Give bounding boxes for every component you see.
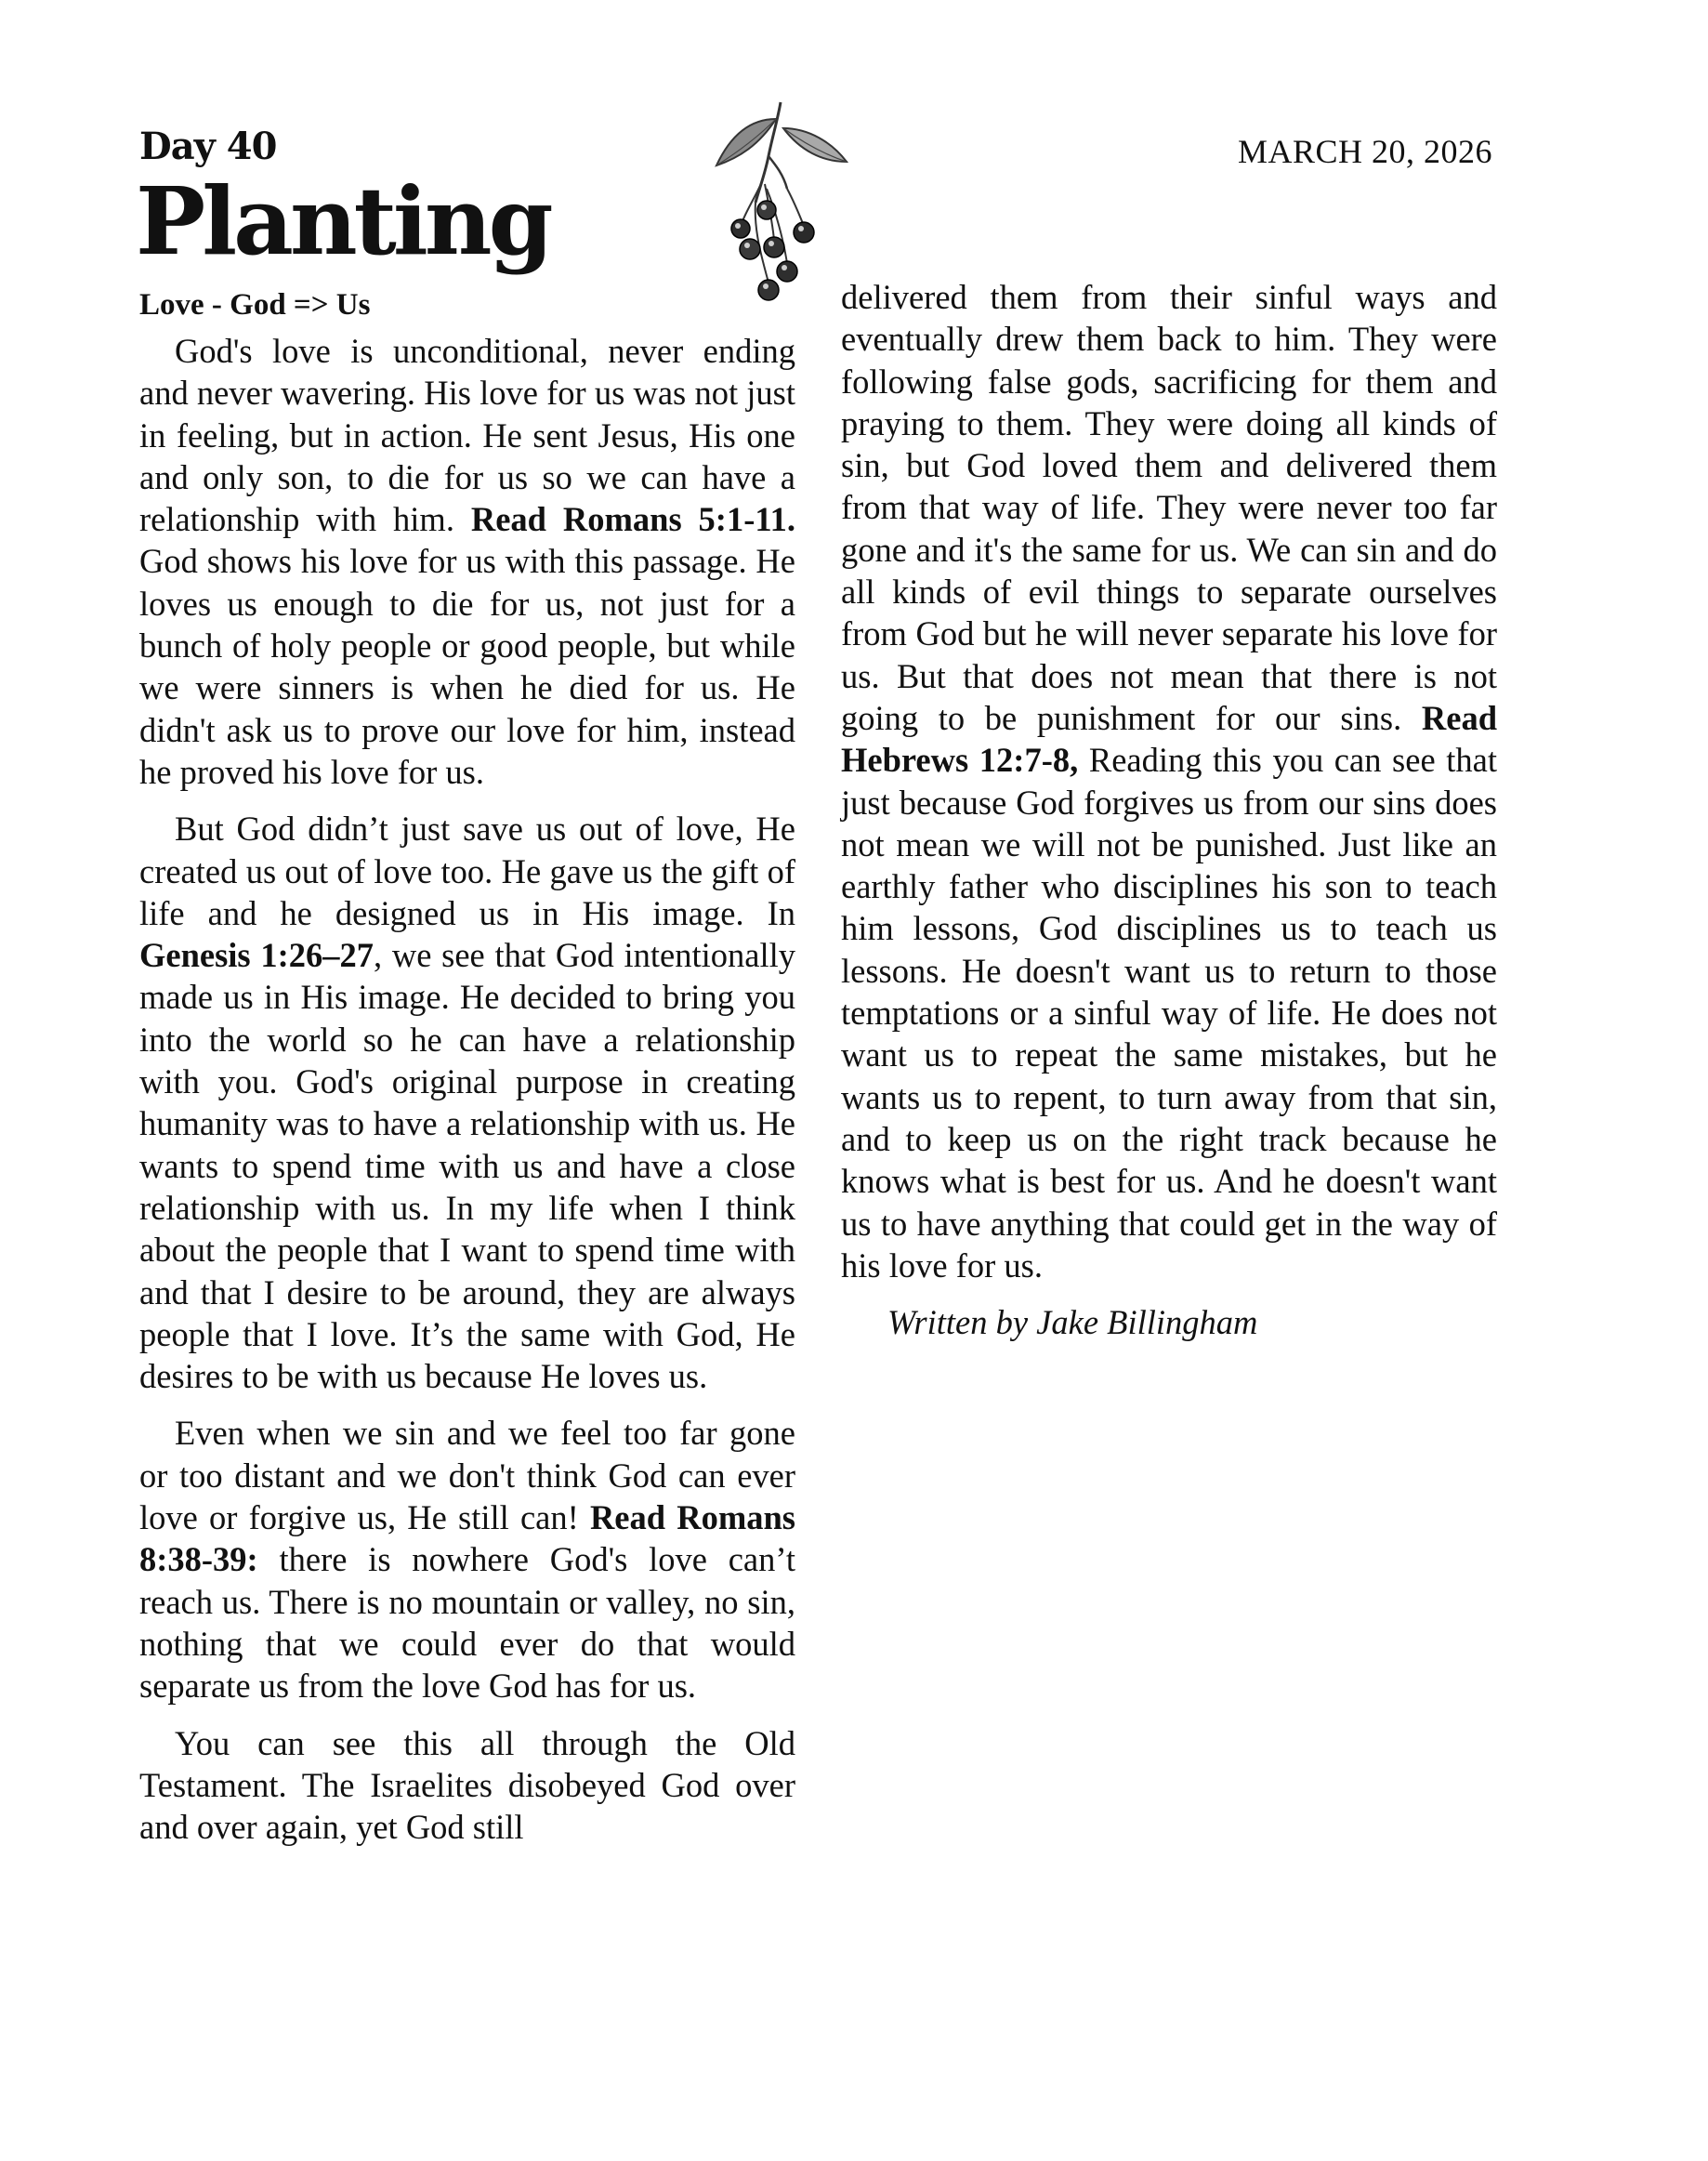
author-byline: Written by Jake Billingham — [887, 1303, 1258, 1342]
day-label: Day 40 — [139, 125, 277, 168]
paragraph-text: God's love is unconditional, never ending and never wavering. His love for us was not just in feeling, but in action. He sent Jesus, His one and only son, to die for us so we can have a relationship with him. — [139, 332, 795, 539]
paragraph-text: God shows his love for us with this passage. He loves us enough to die for us, not just for a bunch of holy people or good people, but while we were sinners is when he died for us. He didn't ask us to prove our love for him, instead he proved his love for us. — [139, 542, 795, 791]
paragraph-text: But God didn’t just save us out of love, He created us out of love too. He gave us the gift of life and he designed us in His image. In — [139, 810, 795, 932]
paragraph-4-start: You can see this all through the Old Testament. The Israelites disobeyed God over and over again, yet God still — [139, 1723, 795, 1847]
paragraph-4-continued — [841, 276, 1497, 1286]
paragraph-text: there is nowhere God's love can’t reach us. There is no mountain or valley, no sin, nothing that we could ever do that would separate us from the love God has for us. — [139, 1540, 795, 1706]
scripture-reference: Genesis 1:26–27 — [139, 936, 374, 975]
paragraph-text: , we see that God intentionally made us in His image. He decided to bring you into the world so he can have a relationship with you. God's original purpose in creating humanity was to have a relationship with us. He wants to spend time with us and have a close relationship with us. In my life when I think about the people that I want to spend time with and that I desire to be around, they are always people that I love. It’s the same with God, He desires to be with us because He loves us. — [139, 936, 795, 1396]
paragraph-3 — [139, 1412, 795, 1706]
cherry-branch-icon — [711, 100, 850, 305]
paragraph-text: delivered them from their sinful ways and eventually drew them back to him. They were following false gods, sacrificing for them and praying to them. They were doing all kinds of sin, but God loved them and delivered them from that way of life. They were never too far gone and it's the same for us. We can sin and do all kinds of evil things to separate ourselves from God but he will never separate his love for us. But that does not mean that there is not going to be punishment for our sins. — [841, 278, 1497, 737]
scripture-reference: Read Romans 8:38-39: — [139, 1498, 795, 1579]
paragraph-1 — [139, 330, 795, 793]
paragraph-text: Even when we sin and we feel too far gone or too distant and we don't think God can ever love or forgive us, He still can! — [139, 1414, 795, 1537]
article-column-right — [841, 276, 1497, 1343]
scripture-reference: Read Hebrews 12:7-8, — [841, 698, 1497, 780]
page-title: Planting — [136, 166, 550, 276]
paragraph-text: Reading this you can see that just because God forgives us from our sins does not mean we will not be punished. Just like an earthly father who disciplines his son to teach him lessons, God disciplines us to teach us lessons. He doesn't want us to return to those temptations or a sinful way of life. He does not want us to repeat the same mistakes, but he wants us to repent, to turn away from that sin, and to keep us on the right track because he knows what is best for us. And he doesn't want us to have anything that could get in the way of his love for us. — [841, 741, 1497, 1285]
paragraph-2 — [139, 808, 795, 1397]
article-column-left — [139, 284, 795, 1863]
date-label: MARCH 20, 2026 — [1237, 133, 1492, 170]
scripture-reference: Read Romans 5:1-11. — [470, 500, 795, 539]
article-subtitle: Love - God => Us — [139, 288, 371, 322]
